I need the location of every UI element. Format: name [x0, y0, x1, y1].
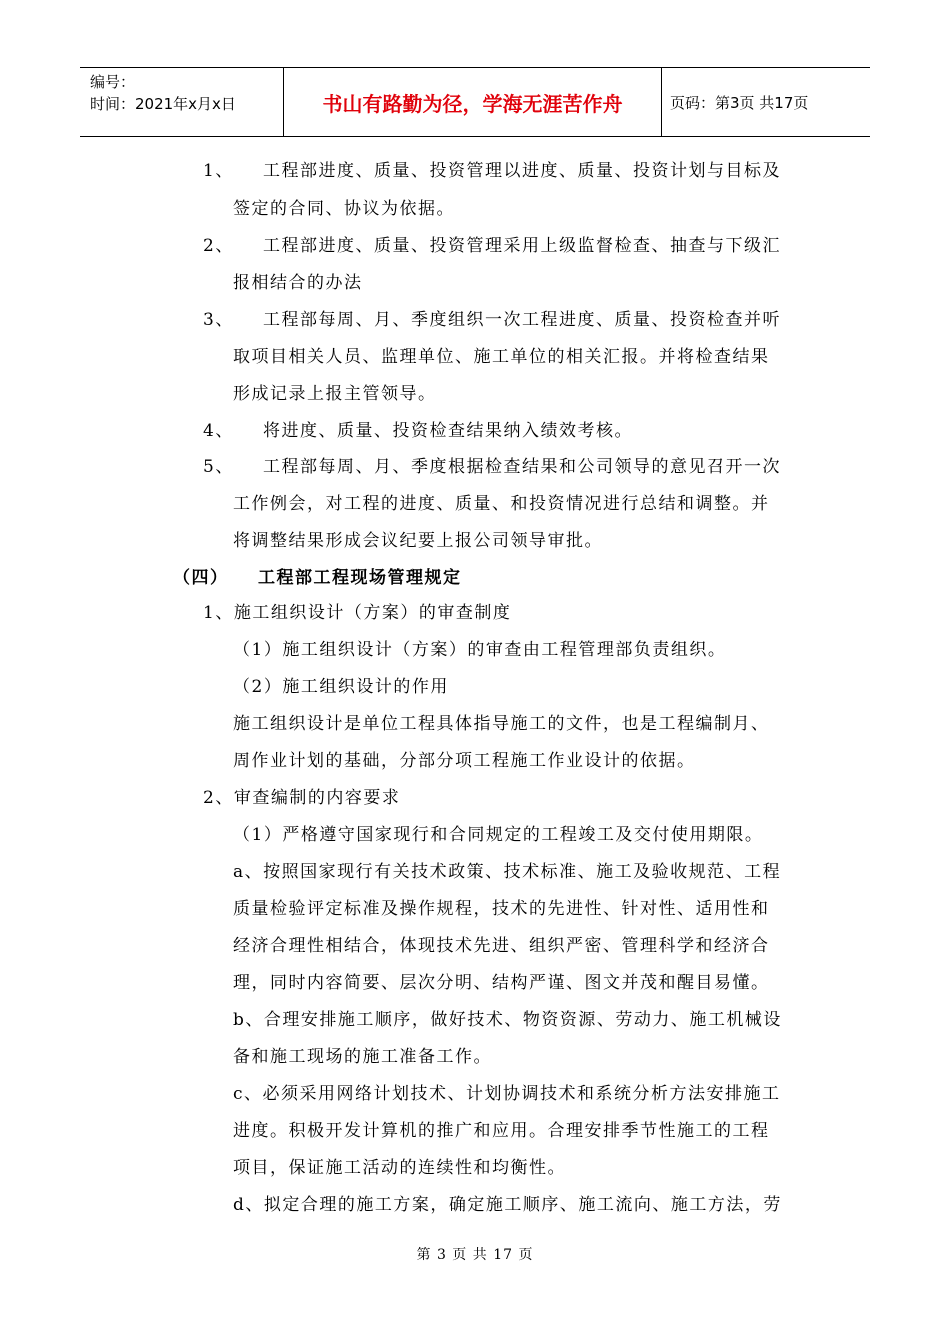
body-text-line: 施工组织设计是单位工程具体指导施工的文件，也是工程编制月、	[233, 714, 770, 734]
body-text-line: 取项目相关人员、监理单位、施工单位的相关汇报。并将检查结果	[233, 347, 770, 367]
body-text-line: a、按照国家现行有关技术政策、技术标准、施工及验收规范、工程	[233, 862, 782, 882]
body-text-line: 理，同时内容简要、层次分明、结构严谨、图文并茂和醒目易懂。	[233, 973, 770, 993]
body-text-line: 工作例会，对工程的进度、质量、和投资情况进行总结和调整。并	[233, 494, 770, 514]
body-text-line: 2、	[203, 236, 234, 256]
body-text-line: 工程部进度、质量、投资管理以进度、质量、投资计划与目标及	[263, 161, 781, 181]
body-text-line: 1、施工组织设计（方案）的审查制度	[203, 603, 512, 623]
body-text-line: 项目，保证施工活动的连续性和均衡性。	[233, 1158, 566, 1178]
body-text-line: 3、	[203, 310, 234, 330]
body-text-line: 经济合理性相结合，体现技术先进、组织严密、管理科学和经济合	[233, 936, 770, 956]
body-text-line: 工程部工程现场管理规定	[258, 568, 462, 588]
body-text-line: 将进度、质量、投资检查结果纳入绩效考核。	[263, 421, 633, 441]
page-footer: 第 3 页 共 17 页	[416, 1247, 534, 1263]
body-text-line: c、必须采用网络计划技术、计划协调技术和系统分析方法安排施工	[233, 1084, 781, 1104]
body-text-line: 工程部每周、月、季度组织一次工程进度、质量、投资检查并听	[263, 310, 781, 330]
body-text-line: d、拟定合理的施工方案，确定施工顺序、施工流向、施工方法，劳	[233, 1195, 782, 1215]
body-text-line: 4、	[203, 421, 234, 441]
body-text-line: 2、审查编制的内容要求	[203, 788, 401, 808]
header-page-info: 页码：第3页 共17页	[670, 93, 809, 112]
body-text-line: 周作业计划的基础，分部分项工程施工作业设计的依据。	[233, 751, 696, 771]
body-text-line: 进度。积极开发计算机的推广和应用。合理安排季节性施工的工程	[233, 1121, 770, 1141]
body-text-line: （1）施工组织设计（方案）的审查由工程管理部负责组织。	[233, 640, 727, 660]
body-text-line: b、合理安排施工顺序，做好技术、物资资源、劳动力、施工机械设	[233, 1010, 782, 1030]
body-text-line: 形成记录上报主管领导。	[233, 384, 437, 404]
body-text-line: 工程部进度、质量、投资管理采用上级监督检查、抽查与下级汇	[263, 236, 781, 256]
body-text-line: （2）施工组织设计的作用	[233, 677, 449, 697]
document-number-label: 编号：	[90, 73, 136, 91]
body-text-line: 工程部每周、月、季度根据检查结果和公司领导的意见召开一次	[263, 457, 781, 477]
header-motto: 书山有路勤为径，学海无涯苦作舟	[283, 68, 662, 136]
body-text-line: 将调整结果形成会议纪要上报公司领导审批。	[233, 531, 603, 551]
body-text-line: 1、	[203, 161, 234, 181]
body-text-line: 签定的合同、协议为依据。	[233, 199, 455, 219]
document-time: 时间：2021年x月x日	[90, 95, 236, 113]
body-text-line: 5、	[203, 457, 234, 477]
body-text-line: （1）严格遵守国家现行和合同规定的工程竣工及交付使用期限。	[233, 825, 764, 845]
body-text-line: 报相结合的办法	[233, 273, 363, 293]
body-text-line: 质量检验评定标准及操作规程，技术的先进性、针对性、适用性和	[233, 899, 770, 919]
body-text-line: 备和施工现场的施工准备工作。	[233, 1047, 492, 1067]
body-text-line: （四）	[173, 568, 229, 588]
